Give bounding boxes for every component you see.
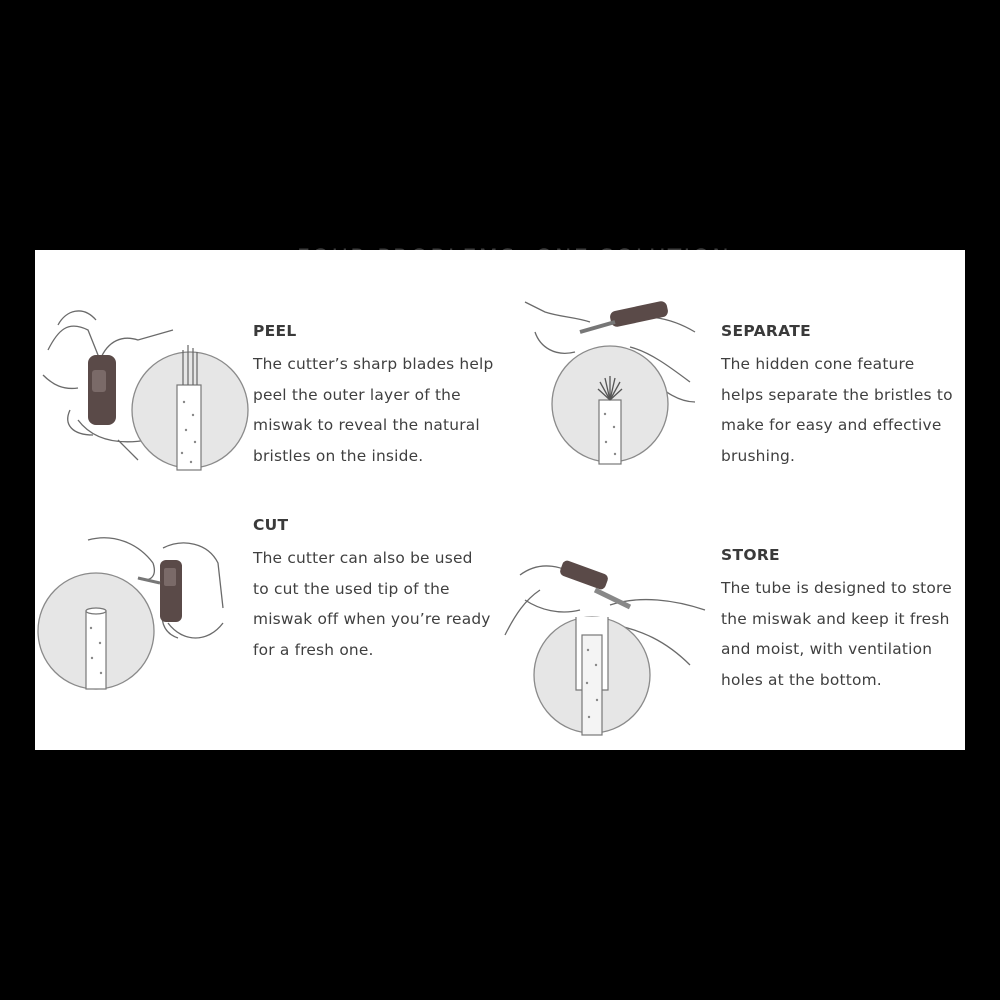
feature-peel (253, 322, 494, 471)
feature-description-line: holes at the bottom. (721, 670, 882, 689)
peel-illustration (38, 290, 248, 480)
feature-description (253, 543, 491, 665)
feature-description-line: miswak off when you’re ready (253, 610, 491, 628)
feature-description-line: for a fresh one. (253, 640, 374, 659)
feature-description-line: miswak to reveal the natural (253, 416, 480, 434)
feature-heading: PEEL (253, 322, 297, 340)
cutter-icon (609, 300, 669, 328)
store-illustration (500, 555, 715, 745)
feature-description-line: The cutter can also be used (253, 549, 473, 567)
feature-description-line: make for easy and effective (721, 416, 942, 434)
feature-description-line: to cut the used tip of the (253, 579, 450, 598)
feature-description-line: peel the outer layer of the (253, 385, 461, 404)
feature-description (721, 573, 952, 695)
feature-description-line: helps separate the bristles to (721, 385, 953, 404)
feature-cut (253, 516, 491, 665)
feature-description-line: The cutter’s sharp blades help (253, 355, 494, 373)
feature-description-line: brushing. (721, 446, 796, 465)
feature-heading: CUT (253, 516, 289, 534)
feature-heading: SEPARATE (721, 322, 811, 340)
feature-description-line: and moist, with ventilation (721, 640, 933, 658)
separate-illustration (520, 292, 705, 472)
feature-description (721, 349, 953, 471)
feature-description-line: The tube is designed to store (721, 579, 952, 597)
feature-heading: STORE (721, 546, 780, 564)
cutter-icon (559, 559, 610, 590)
feature-store (721, 546, 952, 695)
feature-description-line: The hidden cone feature (721, 355, 915, 373)
feature-description-line: the miswak and keep it fresh (721, 609, 950, 628)
cut-illustration (38, 528, 238, 693)
feature-separate (721, 322, 953, 471)
feature-description (253, 349, 494, 471)
feature-description-line: bristles on the inside. (253, 446, 424, 465)
